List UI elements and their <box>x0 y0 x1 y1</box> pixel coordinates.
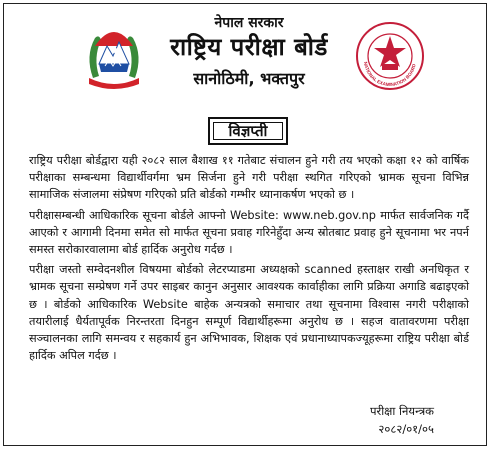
notice-date: २०८२/०१/०५ <box>378 422 434 436</box>
signatory-title: परीक्षा नियन्त्रक <box>369 404 434 418</box>
notice-title-box <box>208 117 288 145</box>
paragraph-3: परीक्षा जस्तो सम्वेदनशील विषयमा बोर्डको लेटरप्याडमा अध्यक्षको scanned हस्ताक्षर राखी अनधिकृत र भ्रामक सूचना सम्प्रेषण गर्ने उपर साइबर कानुन अनुसार आवश्यक कार्वाहीका लागि प्रक्रिया अगाडि बढाइएको छ । बोर्डको आधिकारिक Website बाहेक अन्यत्रको समाचार तथा सूचनामा विश्वास नगरी परीक्षाको तयारीलाई धैर्यतापूर्वक निरन्तरता दिनहुन सम्पूर्ण विद्यार्थीहरूमा अनुरोध छ । सहज वातावरणमा परीक्षा सञ्चालनका लागि समन्वय र सहकार्य हुन अभिभावक, शिक्षक एवं प्रधानाध्यापकज्यूहरूमा राष्ट्रिय परीक्षा बोर्ड हार्दिक अपिल गर्दछ । <box>29 263 469 363</box>
organization-name: राष्ट्रिय परीक्षा बोर्ड <box>170 33 328 61</box>
nepal-emblem-icon <box>79 20 149 92</box>
neb-logo-icon <box>354 20 426 92</box>
organization-address: सानोठिमी, भक्तपुर <box>193 69 305 88</box>
letterhead <box>4 4 486 114</box>
paragraph-2: परीक्षासम्बन्धी आधिकारिक सूचना बोर्डले आफ्नो Website: www.neb.gov.np मार्फत सार्वजनिक गर्दै आएको र आगामी दिनमा समेत सो मार्फत सूचना प्रवाह गरिनेहुँदा अन्य स्रोतबाट प्रवाह हुने सूचनामा भर नपर्न समस्त सरोकारवालामा बोर्ड हार्दिक अनुरोध गर्दछ । <box>29 208 469 257</box>
neb-logo-text: NATIONAL EXAMINATION BOARD <box>363 61 417 88</box>
notice-sheet <box>3 3 487 446</box>
notice-body <box>29 152 469 367</box>
signature-block <box>370 402 434 438</box>
paragraph-1: राष्ट्रिय परीक्षा बोर्डद्वारा यही २०८२ साल बैशाख ११ गतेबाट संचालन हुने गरी तय भएको कक्षा १२ को वार्षिक परीक्षाका सम्बन्धमा विद्यार्थीवर्गमा भ्रम सिर्जना हुने गरी परीक्षा स्थगित गरिएको भ्रामक सूचना विभिन्न सामाजिक संजालमा संप्रेषण गरिएको प्रति बोर्डको गम्भीर ध्यानाकर्षण भएको छ । <box>29 154 469 202</box>
notice-title: विज्ञप्ती <box>213 122 283 140</box>
government-label: नेपाल सरकार <box>214 15 284 31</box>
